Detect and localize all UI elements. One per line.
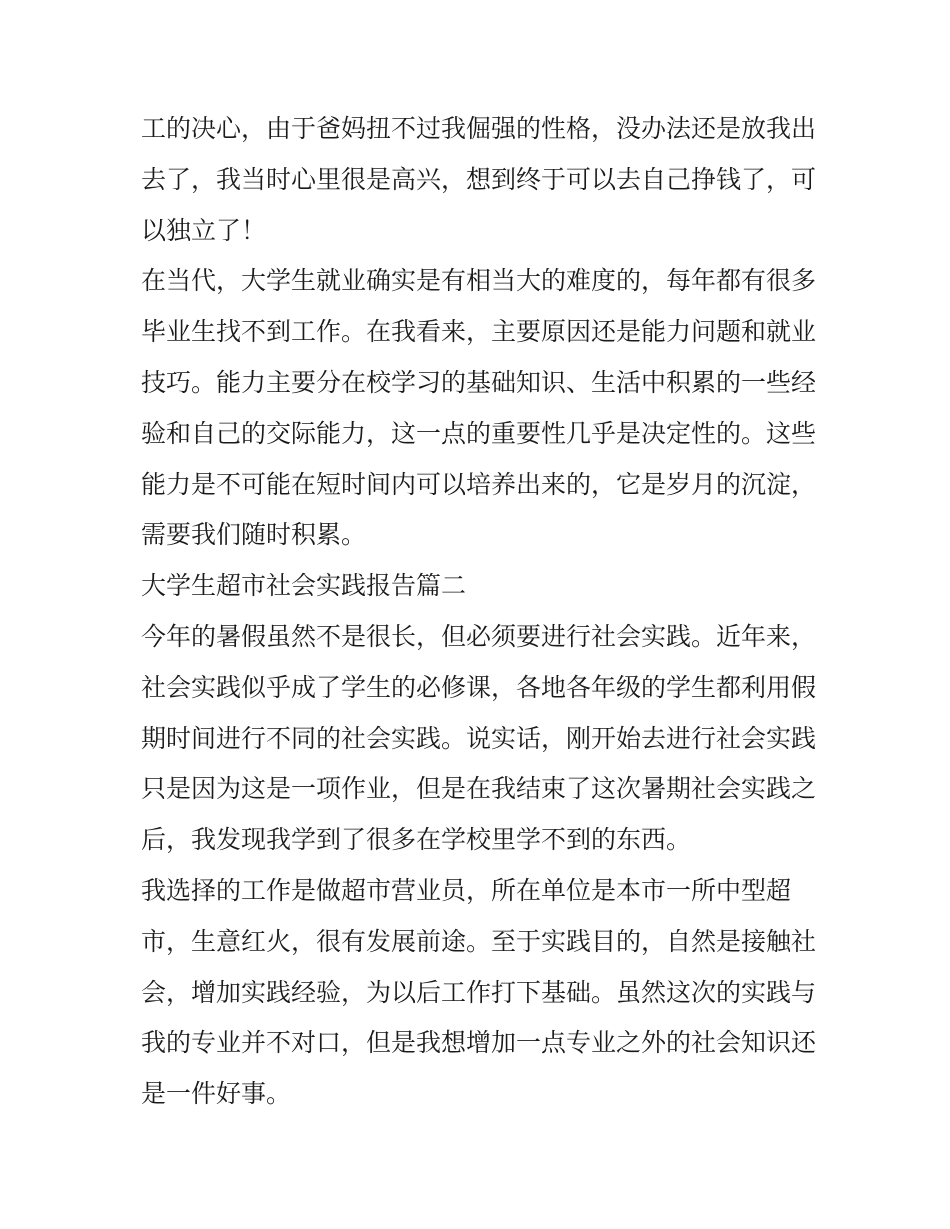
text-line: 我的专业并不对口，但是我想增加一点专业之外的社会知识还 <box>141 1028 817 1058</box>
text-line: 我选择的工作是做超市营业员，所在单位是本市一所中型超 <box>141 875 792 905</box>
text-line: 市，生意红火，很有发展前途。至于实践目的，自然是接触社 <box>141 926 817 956</box>
text-line: 能力是不可能在短时间内可以培养出来的，它是岁月的沉淀， <box>141 469 817 499</box>
text-line: 是一件好事。 <box>141 1079 292 1109</box>
text-line: 只是因为这是一项作业，但是在我结束了这次暑期社会实践之 <box>141 774 817 804</box>
text-line: 期时间进行不同的社会实践。说实话，刚开始去进行社会实践 <box>141 723 817 753</box>
text-line: 去了，我当时心里很是高兴，想到终于可以去自己挣钱了，可 <box>141 164 817 194</box>
text-line: 需要我们随时积累。 <box>141 520 367 550</box>
section-heading: 大学生超市社会实践报告篇二 <box>141 571 467 601</box>
text-line: 工的决心，由于爸妈扭不过我倔强的性格，没办法还是放我出 <box>141 114 817 143</box>
text-line: 验和自己的交际能力，这一点的重要性几乎是决定性的。这些 <box>141 418 817 448</box>
text-line: 在当代，大学生就业确实是有相当大的难度的，每年都有很多 <box>141 266 817 296</box>
text-line: 社会实践似乎成了学生的必修课，各地各年级的学生都利用假 <box>141 672 817 702</box>
text-line: 以独立了！ <box>141 215 267 245</box>
text-line: 技巧。能力主要分在校学习的基础知识、生活中积累的一些经 <box>141 367 817 397</box>
text-line: 会，增加实践经验，为以后工作打下基础。虽然这次的实践与 <box>141 977 817 1007</box>
text-line: 毕业生找不到工作。在我看来，主要原因还是能力问题和就业 <box>141 317 817 347</box>
body-text <box>141 104 821 1120</box>
text-line: 今年的暑假虽然不是很长，但必须要进行社会实践。近年来， <box>141 621 817 651</box>
text-line: 后，我发现我学到了很多在学校里学不到的东西。 <box>141 825 692 855</box>
